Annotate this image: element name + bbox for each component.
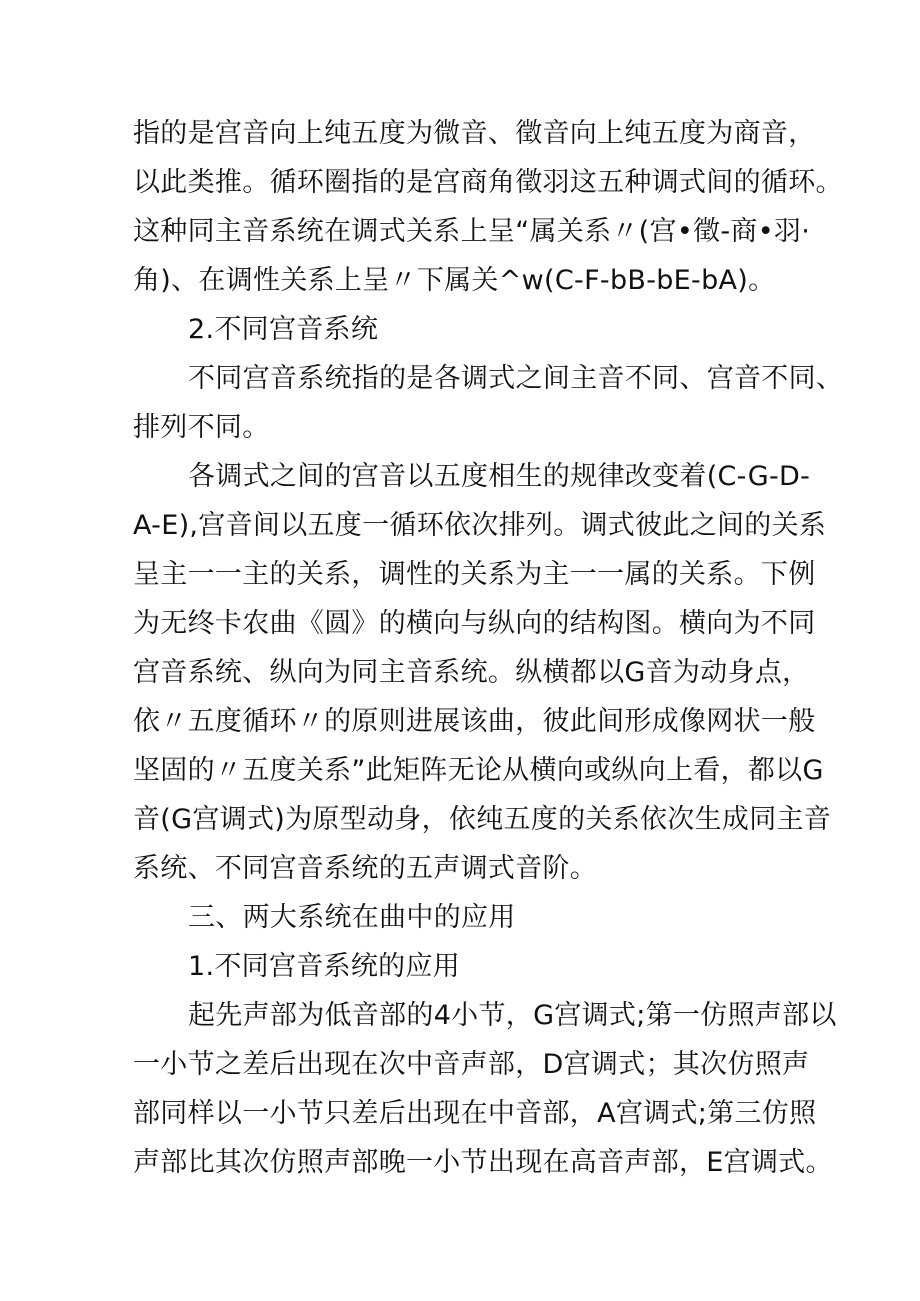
section-heading: 2.不同宫音系统 [188, 314, 379, 345]
paragraph-line: 宫音系统、纵向为同主音系统。纵横都以G音为动身点， [133, 657, 810, 688]
paragraph-line: 声部比其次仿照声部晚一小节出现在高音声部，E宫调式。 [133, 1147, 833, 1178]
paragraph-line: 音(G宫调式)为原型动身，依纯五度的关系依次生成同主音 [133, 804, 832, 835]
paragraph-line: 各调式之间的宫音以五度相生的规律改变着(C-G-D- [188, 461, 811, 492]
paragraph-line: 为无终卡农曲《圆》的横向与纵向的结构图。横向为不同 [133, 608, 816, 639]
paragraph-line: 不同宫音系统指的是各调式之间主音不同、宫音不同、 [188, 363, 844, 394]
paragraph-line: 以此类推。循环圈指的是宫商角徵羽这五种调式间的循环。 [133, 167, 843, 198]
paragraph-line: 角)、在调性关系上呈〃下属关^w(C-F-bB-bE-bA)。 [133, 265, 776, 296]
paragraph-line: 排列不同。 [133, 412, 270, 443]
paragraph-line: 依〃五度循环〃的原则进展该曲，彼此间形成像网状一般 [133, 706, 816, 737]
paragraph-line: 部同样以一小节只差后出现在中音部，A宫调式;第三仿照 [133, 1098, 817, 1129]
paragraph-line: 坚固的〃五度关系”此矩阵无论从横向或纵向上看，都以G [133, 755, 824, 786]
section-heading: 1.不同宫音系统的应用 [188, 951, 461, 982]
paragraph-line: 起先声部为低音部的4小节，G宫调式;第一仿照声部以 [188, 1000, 837, 1031]
paragraph-line: 系统、不同宫音系统的五声调式音阶。 [133, 853, 598, 884]
section-heading: 三、两大系统在曲中的应用 [188, 902, 516, 933]
paragraph-line: 指的是宫音向上纯五度为微音、徵音向上纯五度为商音， [133, 118, 816, 149]
paragraph-line: A-E),宫音间以五度一循环依次排列。调式彼此之间的关系 [133, 510, 827, 541]
paragraph-line: 这种同主音系统在调式关系上呈“属关系〃(宫•徵-商•羽· [133, 216, 811, 247]
paragraph-line: 呈主一一主的关系，调性的关系为主一一属的关系。下例 [133, 559, 816, 590]
paragraph-line: 一小节之差后出现在次中音声部，D宫调式；其次仿照声 [133, 1049, 810, 1080]
